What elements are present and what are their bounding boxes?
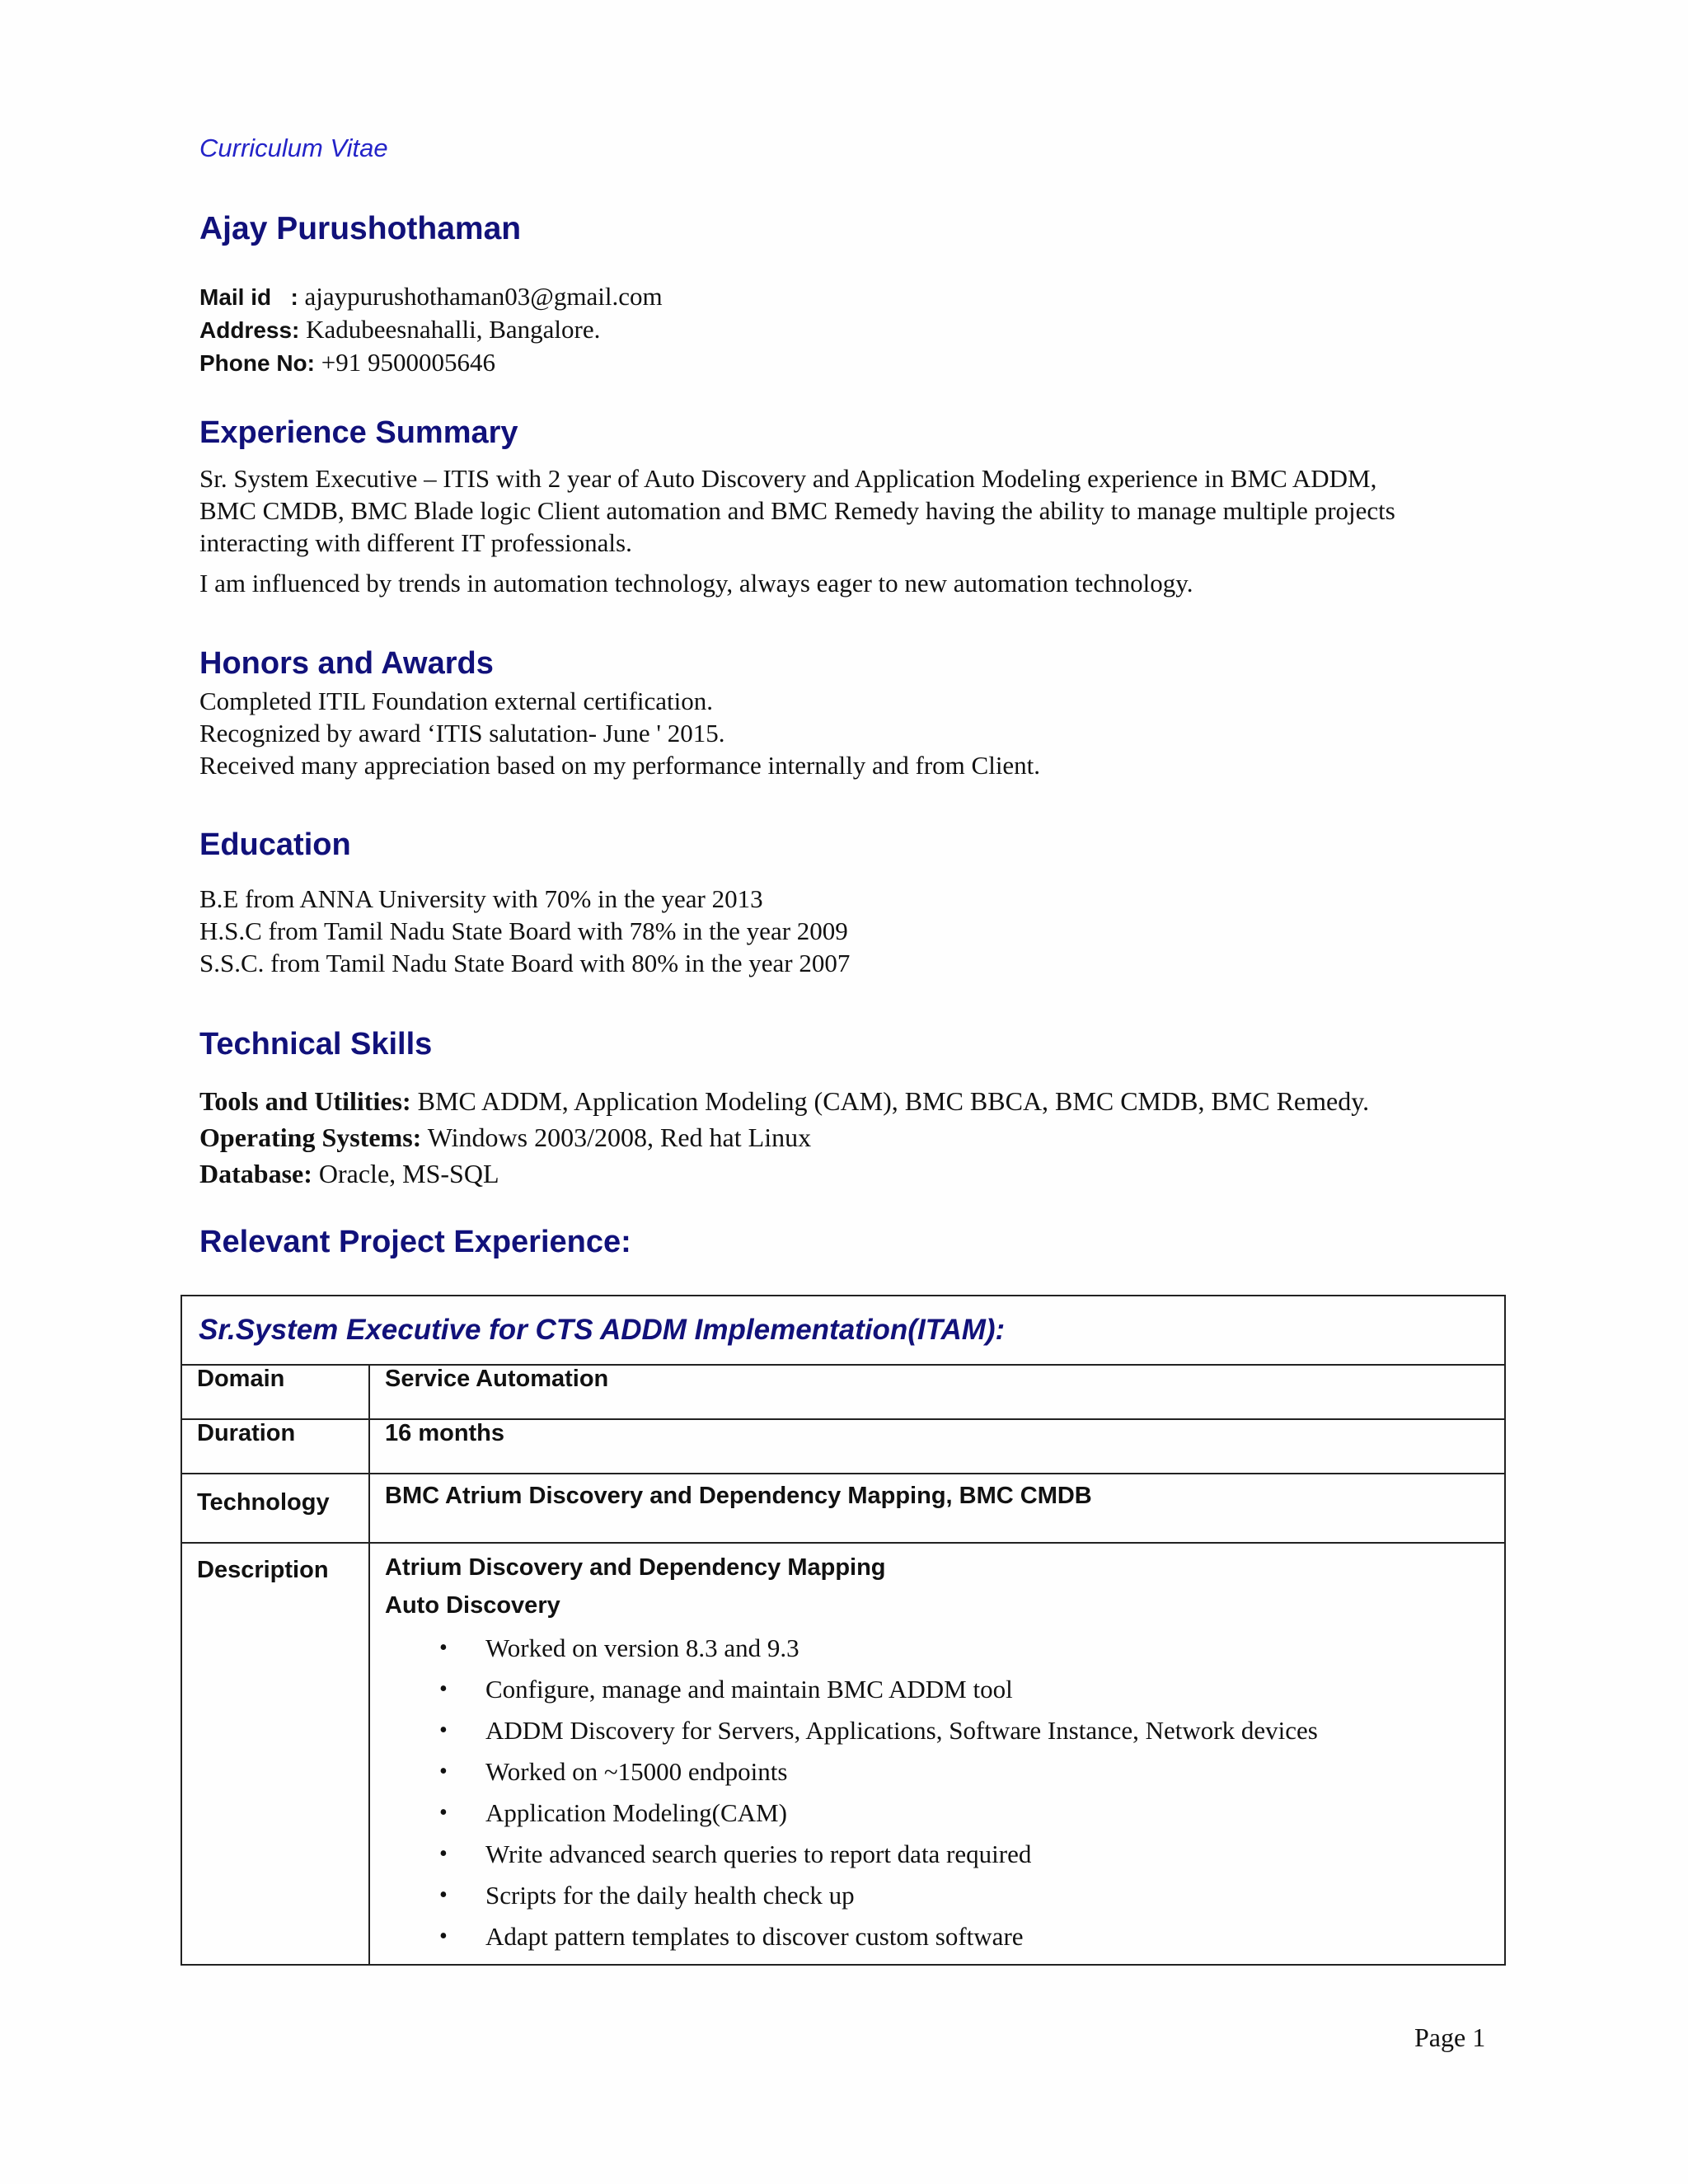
db-label: Database: xyxy=(199,1159,312,1188)
education-item: S.S.C. from Tamil Nadu State Board with 80% in the year 2007 xyxy=(199,949,851,977)
bullet-icon: • xyxy=(439,1841,448,1867)
education-list xyxy=(199,883,850,979)
experience-heading: Experience Summary xyxy=(199,415,518,450)
table-row xyxy=(181,1543,1505,1965)
table-row xyxy=(181,1474,1505,1543)
technology-label: Technology xyxy=(181,1474,369,1543)
bullet-icon: • xyxy=(439,1676,448,1702)
projects-heading: Relevant Project Experience: xyxy=(199,1225,631,1259)
db-value: Oracle, MS-SQL xyxy=(312,1159,499,1188)
experience-line: Sr. System Executive – ITIS with 2 year of Auto Discovery and Application Modeling experience in BMC ADDM, xyxy=(199,464,1377,493)
experience-line: I am influenced by trends in automation technology, always eager to new automation technology. xyxy=(199,569,1193,598)
bullet-icon: • xyxy=(439,1718,448,1743)
project-table xyxy=(181,1295,1506,1966)
honor-item: Completed ITIL Foundation external certification. xyxy=(199,687,713,715)
list-item: • Worked on version 8.3 and 9.3 xyxy=(485,1628,1504,1669)
honor-item: Received many appreciation based on my performance internally and from Client. xyxy=(199,751,1041,780)
project-title: Sr.System Executive for CTS ADDM Implementation(ITAM): xyxy=(181,1296,1505,1365)
domain-label: Domain xyxy=(181,1365,369,1419)
mail-value: ajaypurushothaman03@gmail.com xyxy=(304,282,663,311)
experience-line: BMC CMDB, BMC Blade logic Client automation and BMC Remedy having the ability to manage multiple projects xyxy=(199,496,1395,525)
list-item: • Configure, manage and maintain BMC ADDM tool xyxy=(485,1669,1504,1710)
skills-list xyxy=(199,1083,1369,1192)
project-title-row xyxy=(181,1296,1505,1365)
description-subtitle: Atrium Discovery and Dependency Mapping xyxy=(385,1554,886,1581)
skills-heading: Technical Skills xyxy=(199,1027,433,1062)
document-title: Curriculum Vitae xyxy=(199,134,388,162)
table-row xyxy=(181,1365,1505,1419)
description-subtitle: Auto Discovery xyxy=(385,1592,560,1619)
list-item: • Write advanced search queries to report data required xyxy=(485,1834,1504,1875)
education-item: H.S.C from Tamil Nadu State Board with 78% in the year 2009 xyxy=(199,916,848,945)
os-label: Operating Systems: xyxy=(199,1122,422,1152)
page-number: Page 1 xyxy=(1414,2022,1486,2052)
honor-item: Recognized by award ‘ITIS salutation- June ' 2015. xyxy=(199,719,725,748)
description-label: Description xyxy=(181,1543,369,1965)
list-item: • Worked on ~15000 endpoints xyxy=(485,1751,1504,1793)
mail-label: Mail id : xyxy=(199,284,298,310)
bullet-icon: • xyxy=(439,1924,448,1949)
duration-label: Duration xyxy=(181,1419,369,1474)
candidate-name: Ajay Purushothaman xyxy=(199,211,522,246)
bullet-icon: • xyxy=(439,1882,448,1908)
list-item: • Adapt pattern templates to discover custom software xyxy=(485,1916,1504,1957)
skill-row-tools xyxy=(199,1083,1369,1119)
address-value: Kadubeesnahalli, Bangalore. xyxy=(306,315,601,344)
tools-value: BMC ADDM, Application Modeling (CAM), BMC BBCA, BMC CMDB, BMC Remedy. xyxy=(410,1086,1370,1116)
duration-value: 16 months xyxy=(369,1419,1505,1474)
os-value: Windows 2003/2008, Red hat Linux xyxy=(421,1122,812,1152)
domain-value: Service Automation xyxy=(369,1365,1505,1419)
address-label: Address: xyxy=(199,317,300,343)
education-item: B.E from ANNA University with 70% in the year 2013 xyxy=(199,884,763,913)
table-row xyxy=(181,1419,1505,1474)
phone-value: +91 9500005646 xyxy=(321,348,495,377)
experience-summary xyxy=(199,462,1395,599)
list-item: • ADDM Discovery for Servers, Applications, Software Instance, Network devices xyxy=(485,1710,1504,1751)
description-cell xyxy=(369,1543,1505,1965)
skill-row-os xyxy=(199,1119,1369,1155)
list-item: • Application Modeling(CAM) xyxy=(485,1793,1504,1834)
bullet-icon: • xyxy=(439,1759,448,1784)
address-row xyxy=(199,313,663,346)
technology-value: BMC Atrium Discovery and Dependency Mapping, BMC CMDB xyxy=(369,1474,1505,1543)
honors-heading: Honors and Awards xyxy=(199,646,494,681)
phone-label: Phone No: xyxy=(199,350,315,376)
tools-label: Tools and Utilities: xyxy=(199,1086,411,1116)
honors-list xyxy=(199,685,1040,781)
bullet-icon: • xyxy=(439,1635,448,1661)
contact-block xyxy=(199,280,663,379)
mail-row xyxy=(199,280,663,313)
list-item: • Scripts for the daily health check up xyxy=(485,1875,1504,1916)
bullet-icon: • xyxy=(439,1800,448,1825)
description-bullets xyxy=(385,1628,1504,1957)
skill-row-db xyxy=(199,1155,1369,1192)
experience-line: interacting with different IT professionals. xyxy=(199,528,632,557)
phone-row xyxy=(199,346,663,379)
education-heading: Education xyxy=(199,827,351,862)
